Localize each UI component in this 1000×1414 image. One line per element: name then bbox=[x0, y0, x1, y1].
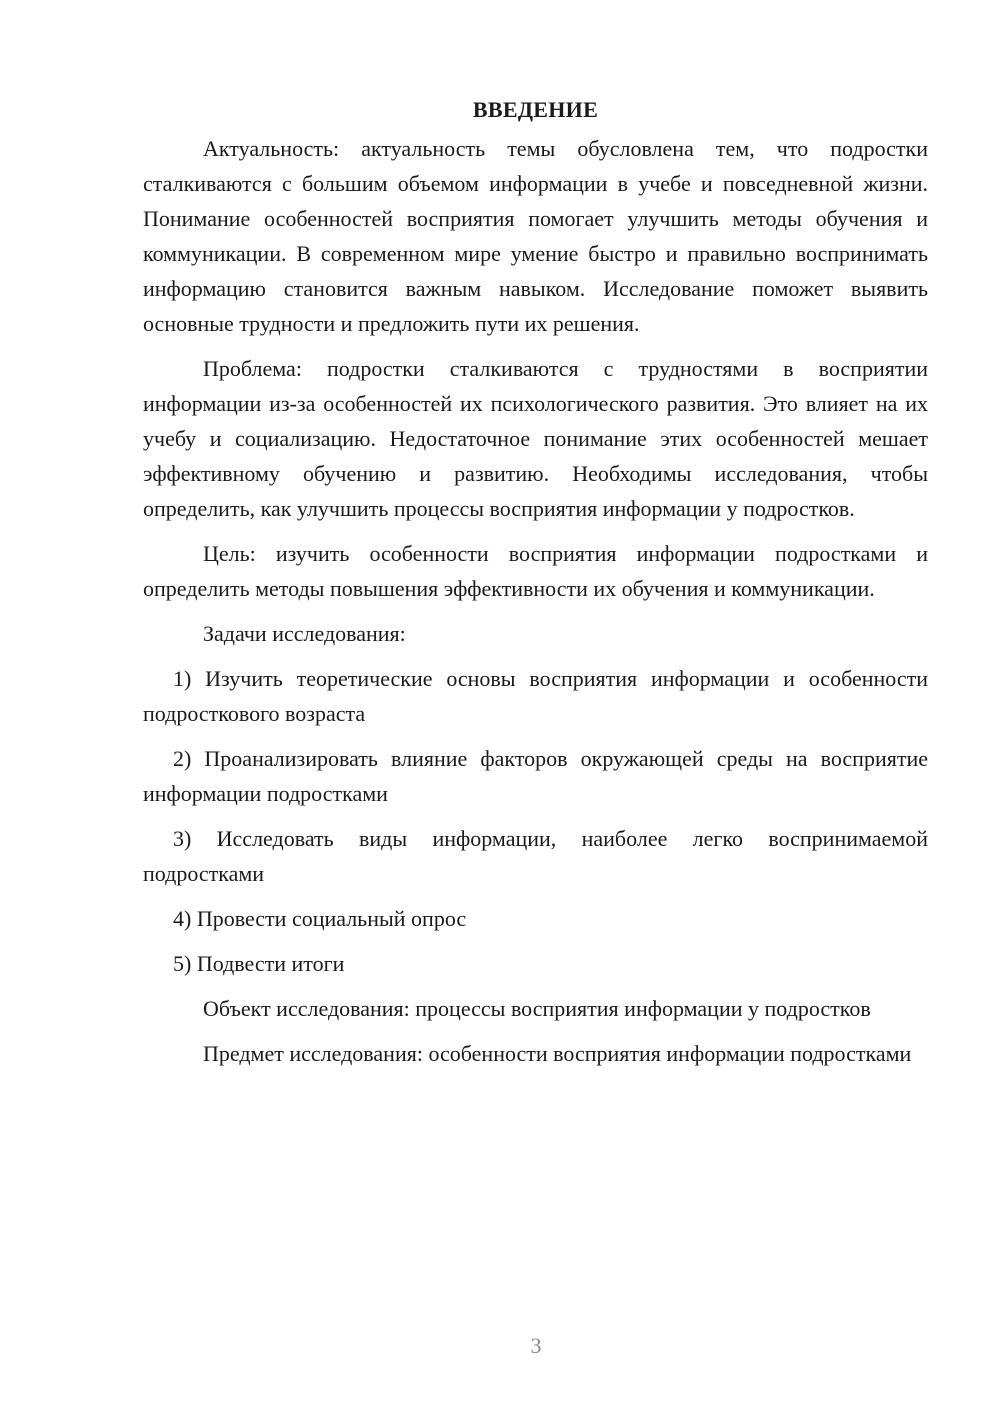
task-item-5: 5) Подвести итоги bbox=[173, 951, 345, 976]
paragraph-relevance: Актуальность: актуальность темы обусловлена тем, что подростки сталкиваются с большим объемом информации в учебе и повседневной жизни. Понимание особенностей восприятия помогает улучшить методы обучения и коммуникации. В современном мире умение быстро и правильно воспринимать информацию становится важным навыком. Исследование поможет выявить основные трудности и предложить пути их решения. bbox=[143, 136, 928, 336]
paragraph-subject: Предмет исследования: особенности восприятия информации подростками bbox=[203, 1041, 912, 1066]
task-item-1: 1) Изучить теоретические основы восприятия информации и особенности подросткового возраста bbox=[143, 666, 928, 726]
page-content bbox=[143, 92, 928, 1081]
task-item-2: 2) Проанализировать влияние факторов окружающей среды на восприятие информации подростками bbox=[143, 746, 928, 806]
task-item-3: 3) Исследовать виды информации, наиболее легко воспринимаемой подростками bbox=[143, 826, 928, 886]
paragraph-object: Объект исследования: процессы восприятия информации у подростков bbox=[203, 996, 871, 1021]
section-title: ВВЕДЕНИЕ bbox=[472, 97, 599, 122]
page-number: 3 bbox=[530, 1333, 542, 1358]
task-item-4: 4) Провести социальный опрос bbox=[173, 906, 467, 931]
paragraph-problem: Проблема: подростки сталкиваются с трудностями в восприятии информации из-за особенностей их психологического развития. Это влияет на их учебу и социализацию. Недостаточное понимание этих особенностей мешает эффективному обучению и развитию. Необходимы исследования, чтобы определить, как улучшить процессы восприятия информации у подростков. bbox=[143, 356, 928, 521]
tasks-heading: Задачи исследования: bbox=[203, 621, 406, 646]
paragraph-goal: Цель: изучить особенности восприятия информации подростками и определить методы повышения эффективности их обучения и коммуникации. bbox=[143, 541, 928, 601]
